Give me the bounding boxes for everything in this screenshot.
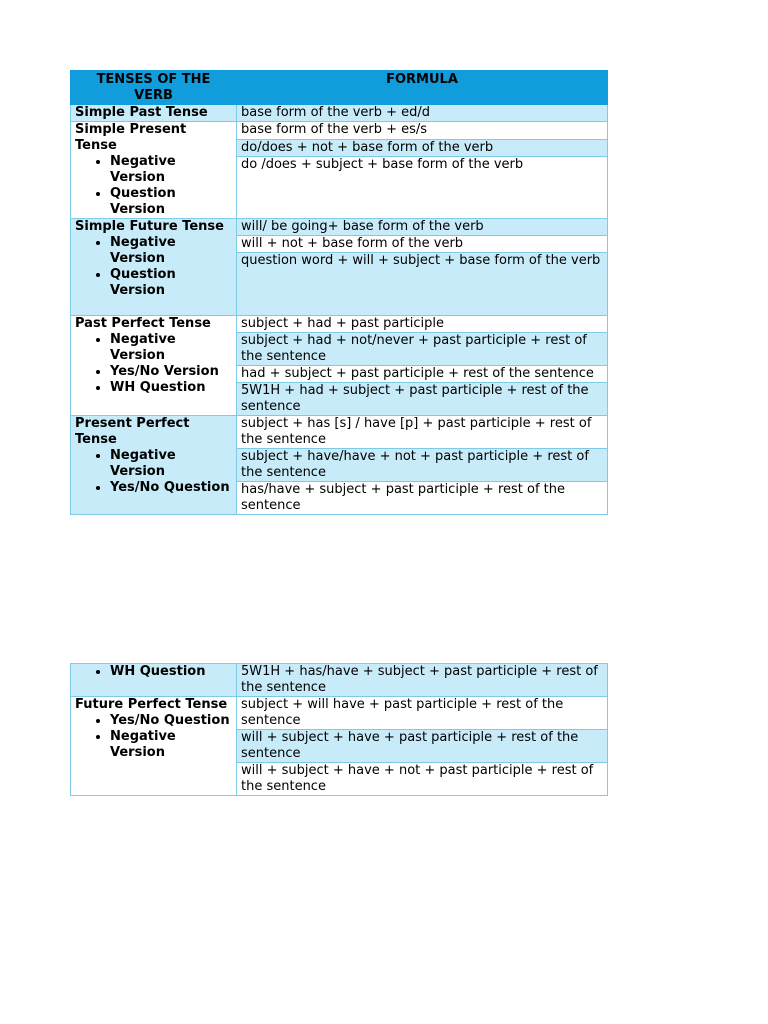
formula-cell: do/does + not + base form of the verb (237, 139, 608, 157)
tense-version-list (75, 235, 232, 299)
tense-cell (71, 697, 237, 796)
tenses-table-continued (70, 663, 608, 796)
formula-cell: subject + have/have + not + past participle + rest of the sentence (237, 449, 608, 482)
tense-version-list (75, 664, 232, 680)
tense-version-item: • Question Version (110, 186, 232, 218)
header-formula: FORMULA (237, 71, 608, 105)
tense-cell (71, 664, 237, 697)
table-row (71, 316, 608, 333)
tense-version-item: • Negative Version (110, 154, 232, 186)
formula-cell: will + not + base form of the verb (237, 236, 608, 253)
tense-name: Simple Past Tense (75, 105, 208, 120)
tense-cell (71, 316, 237, 416)
formula-cell: 5W1H + has/have + subject + past participle + rest of the sentence (237, 664, 608, 697)
table-row (71, 105, 608, 122)
header-tenses: TENSES OF THE VERB (71, 71, 237, 105)
tense-cell (71, 219, 237, 316)
tense-name: Future Perfect Tense (75, 697, 228, 712)
table-row (71, 219, 608, 236)
formula-cell: do /does + subject + base form of the verb (237, 157, 608, 219)
tense-version-list (75, 448, 232, 496)
tense-name: Present Perfect Tense (75, 416, 190, 447)
tense-version-item: • Yes/No Question (110, 480, 232, 496)
formula-cell: subject + had + past participle (237, 316, 608, 333)
formula-cell: base form of the verb + es/s (237, 122, 608, 140)
tense-version-list (75, 154, 232, 218)
formula-cell: will/ be going+ base form of the verb (237, 219, 608, 236)
tense-version-item: • Negative Version (110, 448, 232, 480)
tense-name: Simple Future Tense (75, 219, 224, 234)
tense-version-item: • Yes/No Question (110, 713, 232, 729)
formula-cell: will + subject + have + past participle + rest of the sentence (237, 730, 608, 763)
formula-cell: subject + had + not/never + past participle + rest of the sentence (237, 333, 608, 366)
tense-version-item: • WH Question (110, 664, 232, 680)
tense-name: Simple Present Tense (75, 122, 187, 153)
table-row (71, 416, 608, 449)
tense-cell (71, 105, 237, 122)
formula-cell: will + subject + have + not + past participle + rest of the sentence (237, 763, 608, 796)
table-header-row (71, 71, 608, 105)
tense-version-list (75, 332, 232, 396)
tense-version-item: • Question Version (110, 267, 232, 299)
tense-version-item: • Negative Version (110, 332, 232, 364)
formula-cell: question word + will + subject + base form of the verb (237, 253, 608, 316)
formula-cell: had + subject + past participle + rest of the sentence (237, 366, 608, 383)
table-row (71, 122, 608, 140)
formula-cell: subject + will have + past participle + rest of the sentence (237, 697, 608, 730)
formula-cell: 5W1H + had + subject + past participle + rest of the sentence (237, 383, 608, 416)
formula-cell: has/have + subject + past participle + rest of the sentence (237, 482, 608, 515)
tense-version-item: • Negative Version (110, 235, 232, 267)
tense-version-item: • Negative Version (110, 729, 232, 761)
formula-cell: subject + has [s] / have [p] + past participle + rest of the sentence (237, 416, 608, 449)
tense-cell (71, 416, 237, 515)
tense-version-item: • WH Question (110, 380, 232, 396)
tense-cell (71, 122, 237, 219)
tenses-table (70, 70, 608, 515)
table-row (71, 697, 608, 730)
formula-cell: base form of the verb + ed/d (237, 105, 608, 122)
tense-name: Past Perfect Tense (75, 316, 211, 331)
tense-version-item: • Yes/No Version (110, 364, 232, 380)
table-row (71, 664, 608, 697)
tense-version-list (75, 713, 232, 761)
